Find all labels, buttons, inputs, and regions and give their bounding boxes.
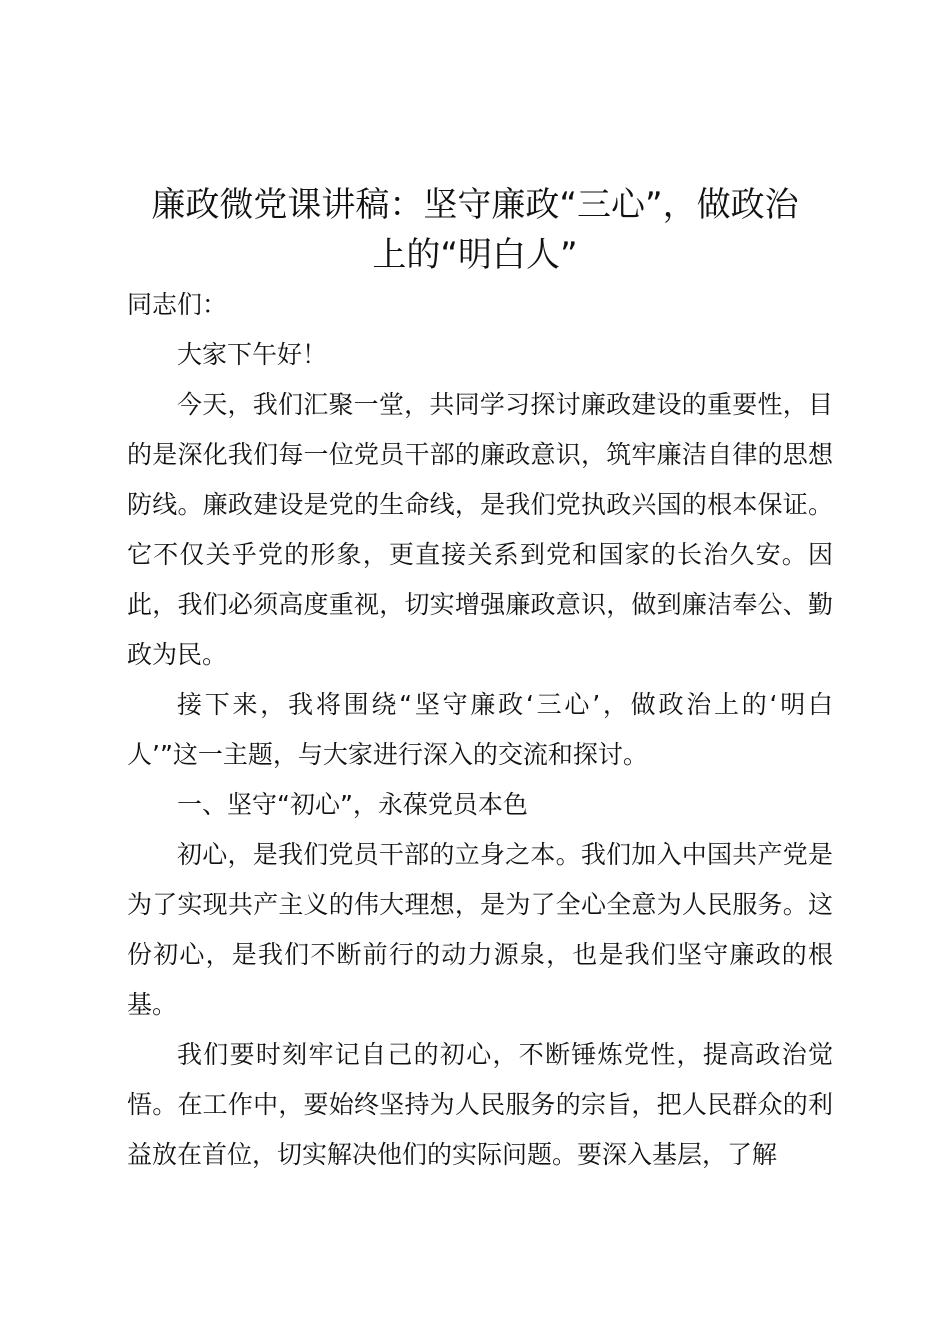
paragraph-intro: 今天，我们汇聚一堂，共同学习探讨廉政建设的重要性，目的是深化我们每一位党员干部的廉政意识，筑牢廉洁自律的思想防线。廉政建设是党的生命线，是我们党执政兴国的根本保证。它不仅关乎党的形象，更直接关系到党和国家的长治久安。因此，我们必须高度重视，切实增强廉政意识，做到廉洁奉公、勤政为民。	[127, 390, 833, 669]
paragraph-topic: 接下来，我将围绕“坚守廉政‘三心’，做政治上的‘明白人’”这一主题，与大家进行深入的交流和探讨。	[127, 690, 833, 769]
document-title-line-1: 廉政微党课讲稿：坚守廉政“三心”，做政治	[151, 185, 799, 225]
section1-paragraph-2: 我们要时刻牢记自己的初心，不断锤炼党性，提高政治觉悟。在工作中，要始终坚持为人民服务的宗旨，把人民群众的利益放在首位，切实解决他们的实际问题。要深入基层，了解	[127, 1040, 833, 1169]
document-title-line-2: 上的“明白人”	[372, 235, 578, 275]
document-body	[127, 280, 833, 1180]
salutation: 同志们：	[127, 290, 228, 319]
document-title	[110, 180, 840, 280]
section-heading-1: 一、坚守“初心”，永葆党员本色	[177, 790, 528, 819]
greeting: 大家下午好！	[177, 340, 328, 369]
section1-paragraph-1: 初心，是我们党员干部的立身之本。我们加入中国共产党是为了实现共产主义的伟大理想，是为了全心全意为人民服务。这份初心，是我们不断前行的动力源泉，也是我们坚守廉政的根基。	[127, 840, 833, 1019]
